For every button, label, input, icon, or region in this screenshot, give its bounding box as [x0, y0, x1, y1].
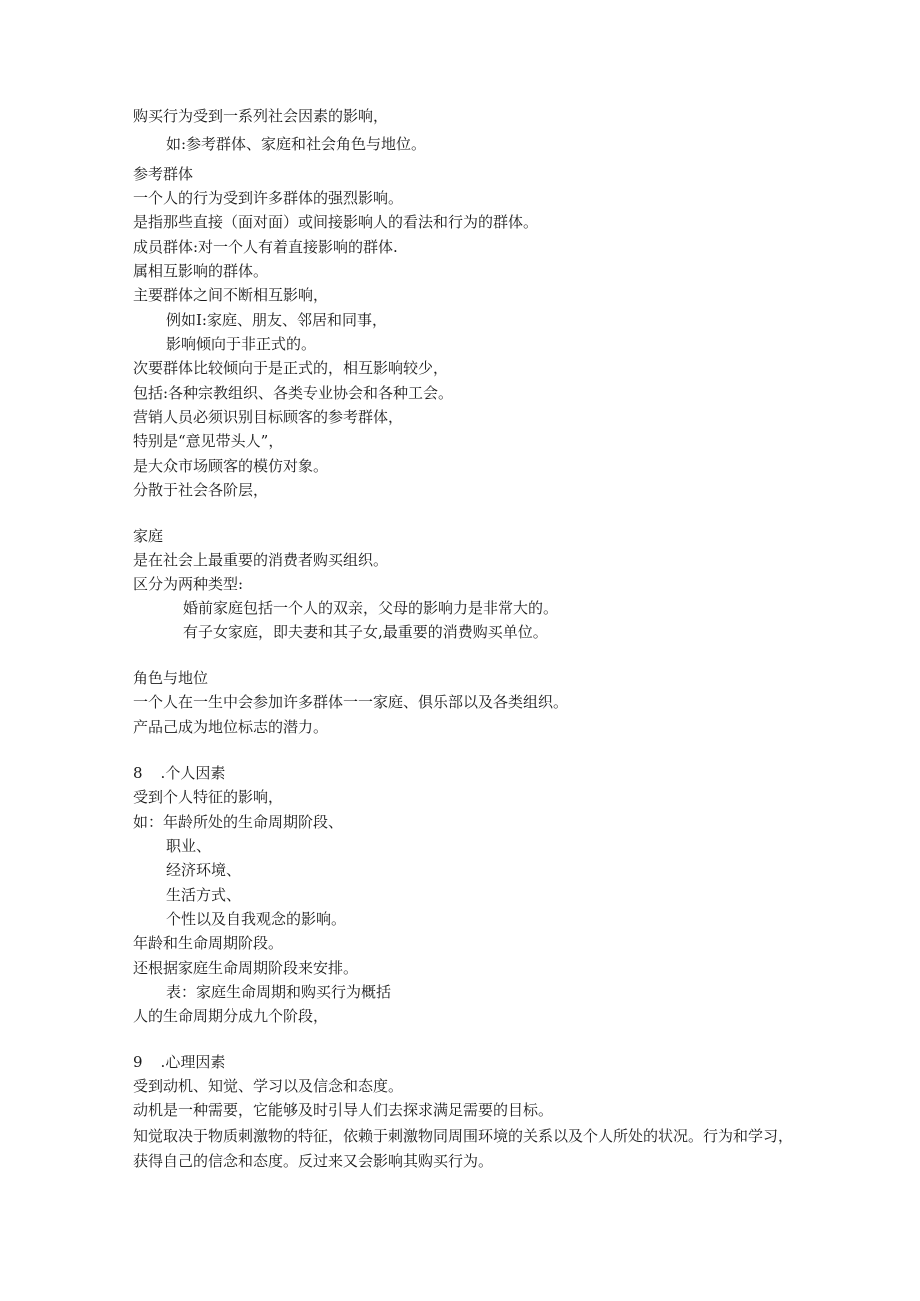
personal-line: 人的生命周期分成九个阶段，	[133, 1007, 329, 1025]
section-title: .心理因素	[160, 1053, 226, 1071]
personal-line: 还根据家庭生命周期阶段来安排。	[133, 959, 359, 977]
psychological-factors-heading	[133, 1052, 225, 1072]
reference-group-line: 一个人的行为受到许多群体的强烈影响。	[133, 189, 404, 207]
reference-group-line: 影响倾向于非正式的。	[166, 335, 317, 353]
family-line: 有子女家庭，即夫妻和其子女,最重要的消费购买单位。	[183, 623, 548, 641]
role-status-line: 产品己成为地位标志的潜力。	[133, 718, 329, 736]
reference-group-line: 主要群体之间不断相互影响，	[133, 286, 329, 304]
reference-group-heading: 参考群体	[133, 165, 194, 183]
reference-group-line: 例如I:家庭、朋友、邻居和同事，	[166, 311, 387, 329]
family-line: 婚前家庭包括一个人的双亲，父母的影响力是非常大的。	[183, 599, 559, 617]
personal-line: 职业、	[166, 837, 212, 855]
reference-group-line: 包括:各种宗教组织、各类专业协会和各种工会。	[133, 384, 454, 402]
intro-line: 购买行为受到一系列社会因素的影响，	[133, 107, 389, 125]
personal-line: 受到个人特征的影响，	[133, 788, 284, 806]
reference-group-line: 特别是“意见带头人”，	[133, 432, 284, 450]
section-number: 9	[133, 1053, 143, 1071]
psychological-paragraph: 知觉取决于物质刺激物的特征，依赖于刺激物同周围环境的关系以及个人所处的状况。行为和学习，获得自己的信念和态度。反过来又会影响其购买行为。	[133, 1127, 794, 1170]
reference-group-line: 营销人员必须识别目标顾客的参考群体，	[133, 408, 404, 426]
section-number: 8	[133, 764, 143, 782]
personal-line: 生活方式、	[166, 886, 242, 904]
psychological-line: 受到动机、知觉、学习以及信念和态度。	[133, 1077, 404, 1095]
reference-group-line: 属相互影响的群体。	[133, 262, 269, 280]
role-status-line: 一个人在一生中会参加许多群体一一家庭、俱乐部以及各类组织。	[133, 693, 569, 711]
personal-factors-heading	[133, 763, 225, 783]
intro-examples: 如:参考群体、家庭和社会角色与地位。	[166, 135, 427, 153]
section-title: .个人因素	[160, 764, 226, 782]
reference-group-line: 次要群体比较倾向于是正式的，相互影响较少，	[133, 359, 449, 377]
role-status-heading: 角色与地位	[133, 669, 209, 687]
family-line: 是在社会上最重要的消费者购买组织。	[133, 551, 389, 569]
personal-line: 经济环境、	[166, 861, 242, 879]
family-line: 区分为两种类型:	[133, 575, 244, 593]
personal-line: 年龄和生命周期阶段。	[133, 934, 284, 952]
reference-group-line: 是大众市场顾客的模仿对象。	[133, 457, 329, 475]
personal-line: 个性以及自我观念的影响。	[166, 910, 347, 928]
personal-line: 如：年龄所处的生命周期阶段、	[133, 813, 344, 831]
personal-line: 表：家庭生命周期和购买行为概括	[166, 983, 392, 1001]
reference-group-line: 成员群体:对一个人有着直接影响的群体.	[133, 238, 398, 256]
reference-group-line: 是指那些直接（面对面）或间接影响人的看法和行为的群体。	[133, 213, 539, 231]
family-heading: 家庭	[133, 527, 164, 545]
psychological-line: 动机是一种需要，它能够及时引导人们去探求满足需要的目标。	[133, 1101, 554, 1119]
reference-group-line: 分散于社会各阶层，	[133, 481, 269, 499]
